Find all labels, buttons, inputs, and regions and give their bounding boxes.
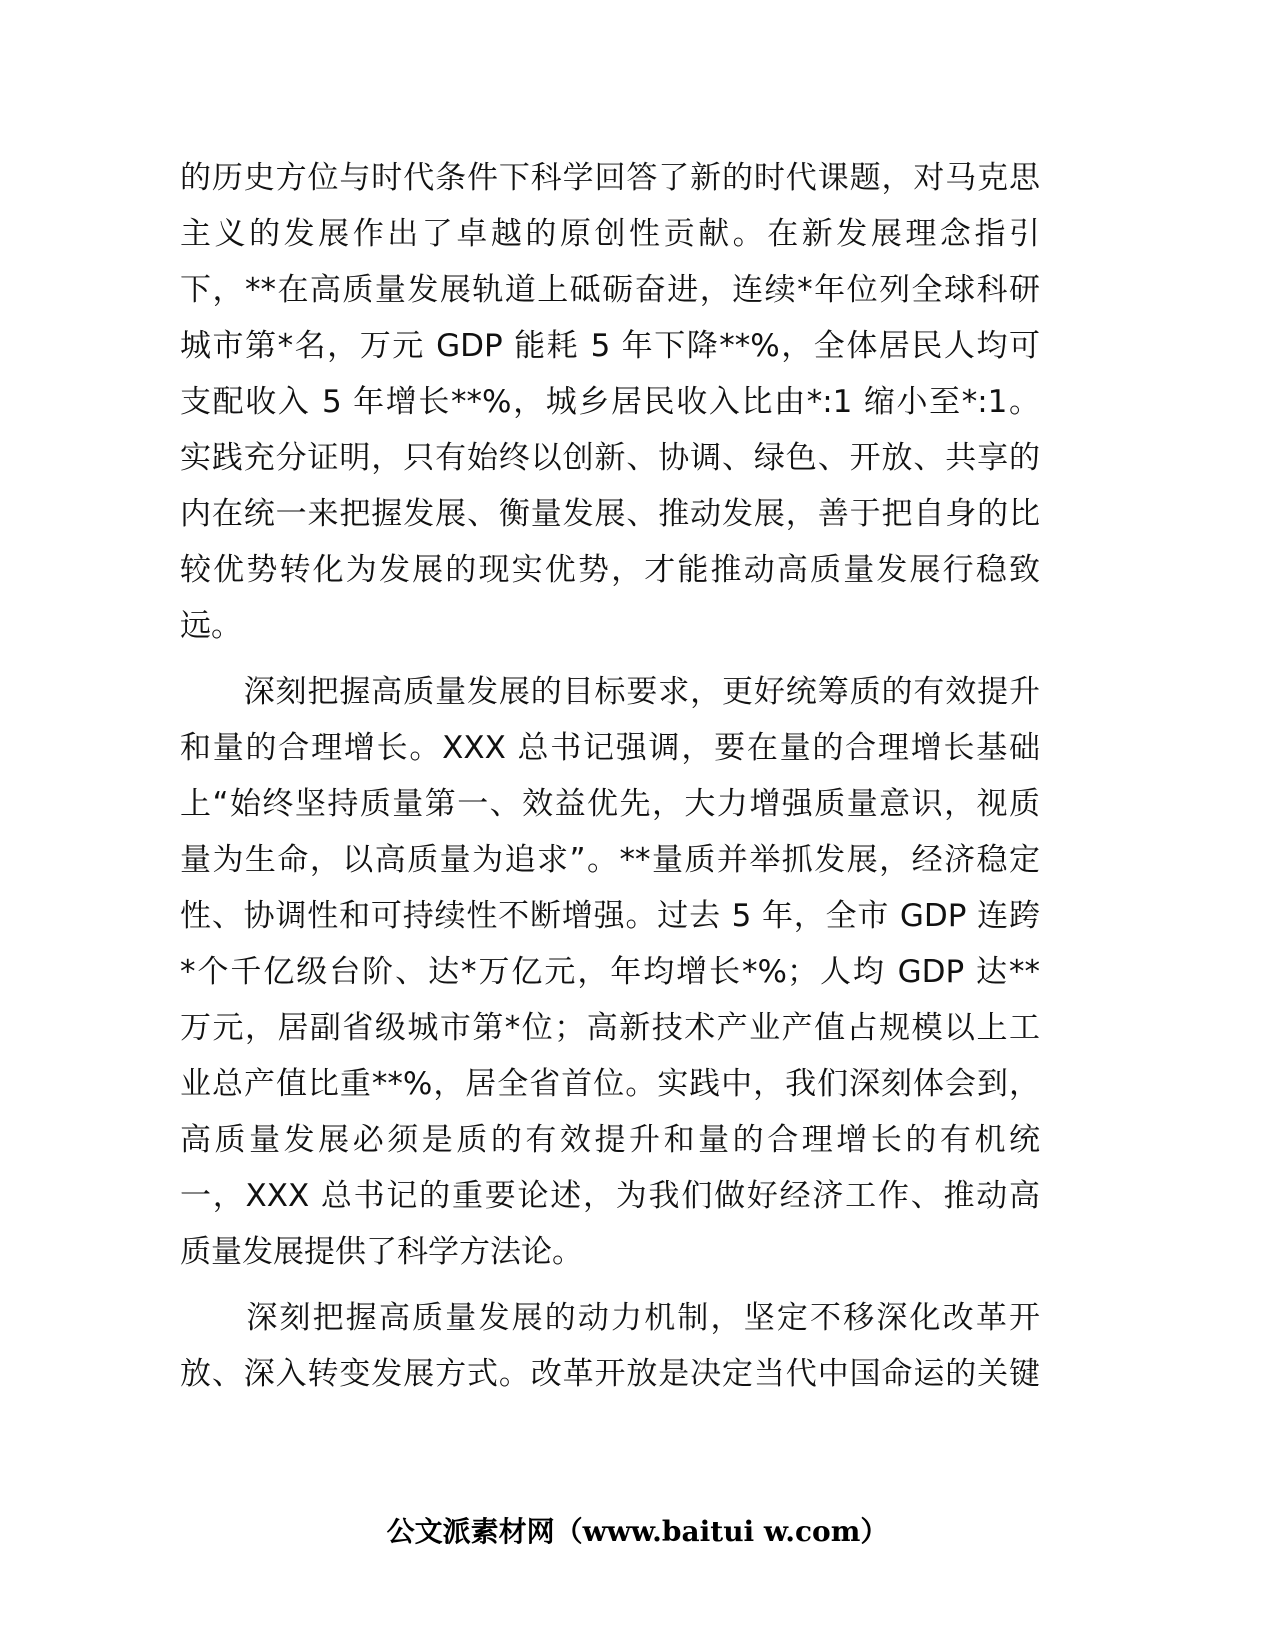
text-line: 性、协调性和可持续性不断增强。过去 5 年，全市 GDP 连跨 — [180, 898, 1040, 934]
paragraph-spacer — [180, 1280, 1040, 1290]
text-line: 较优势转化为发展的现实优势，才能推动高质量发展行稳致 — [180, 552, 1040, 588]
document-body — [180, 150, 1040, 1402]
text-line: 万元，居副省级城市第*位；高新技术产业产值占规模以上工 — [180, 1010, 1040, 1046]
paragraph-2 — [180, 664, 1040, 1280]
text-line: 深刻把握高质量发展的目标要求，更好统筹质的有效提升 — [180, 674, 1040, 710]
text-line: *个千亿级台阶、达*万亿元，年均增长*%；人均 GDP 达** — [180, 954, 1040, 990]
text-line: 上“始终坚持质量第一、效益优先，大力增强质量意识，视质 — [180, 786, 1040, 822]
text-line: 一，XXX 总书记的重要论述，为我们做好经济工作、推动高 — [180, 1178, 1040, 1214]
paragraph-1 — [180, 150, 1040, 654]
text-line: 业总产值比重**%，居全省首位。实践中，我们深刻体会到， — [180, 1066, 1040, 1102]
text-line: 支配收入 5 年增长**%，城乡居民收入比由*:1 缩小至*:1。 — [180, 384, 1040, 420]
footer-source-link: 公文派素材网（www.baitui w.com） — [386, 1515, 889, 1548]
text-line: 深刻把握高质量发展的动力机制，坚定不移深化改革开 — [180, 1300, 1040, 1336]
text-line: 城市第*名，万元 GDP 能耗 5 年下降**%，全体居民人均可 — [180, 328, 1040, 364]
paragraph-3 — [180, 1290, 1040, 1402]
paragraph-spacer — [180, 654, 1040, 664]
text-line: 内在统一来把握发展、衡量发展、推动发展，善于把自身的比 — [180, 496, 1040, 532]
text-line: 的历史方位与时代条件下科学回答了新的时代课题，对马克思 — [180, 160, 1040, 196]
text-line: 放、深入转变发展方式。改革开放是决定当代中国命运的关键 — [180, 1356, 1040, 1392]
text-line: 和量的合理增长。XXX 总书记强调，要在量的合理增长基础 — [180, 730, 1040, 766]
text-line: 远。 — [180, 608, 242, 644]
text-line: 量为生命，以高质量为追求”。**量质并举抓发展，经济稳定 — [180, 842, 1040, 878]
text-line: 高质量发展必须是质的有效提升和量的合理增长的有机统 — [180, 1122, 1040, 1158]
text-line: 质量发展提供了科学方法论。 — [180, 1234, 583, 1270]
text-line: 下，**在高质量发展轨道上砥砺奋进，连续*年位列全球科研 — [180, 272, 1040, 308]
text-line: 主义的发展作出了卓越的原创性贡献。在新发展理念指引 — [180, 216, 1040, 252]
text-line: 实践充分证明，只有始终以创新、协调、绿色、开放、共享的 — [180, 440, 1040, 476]
